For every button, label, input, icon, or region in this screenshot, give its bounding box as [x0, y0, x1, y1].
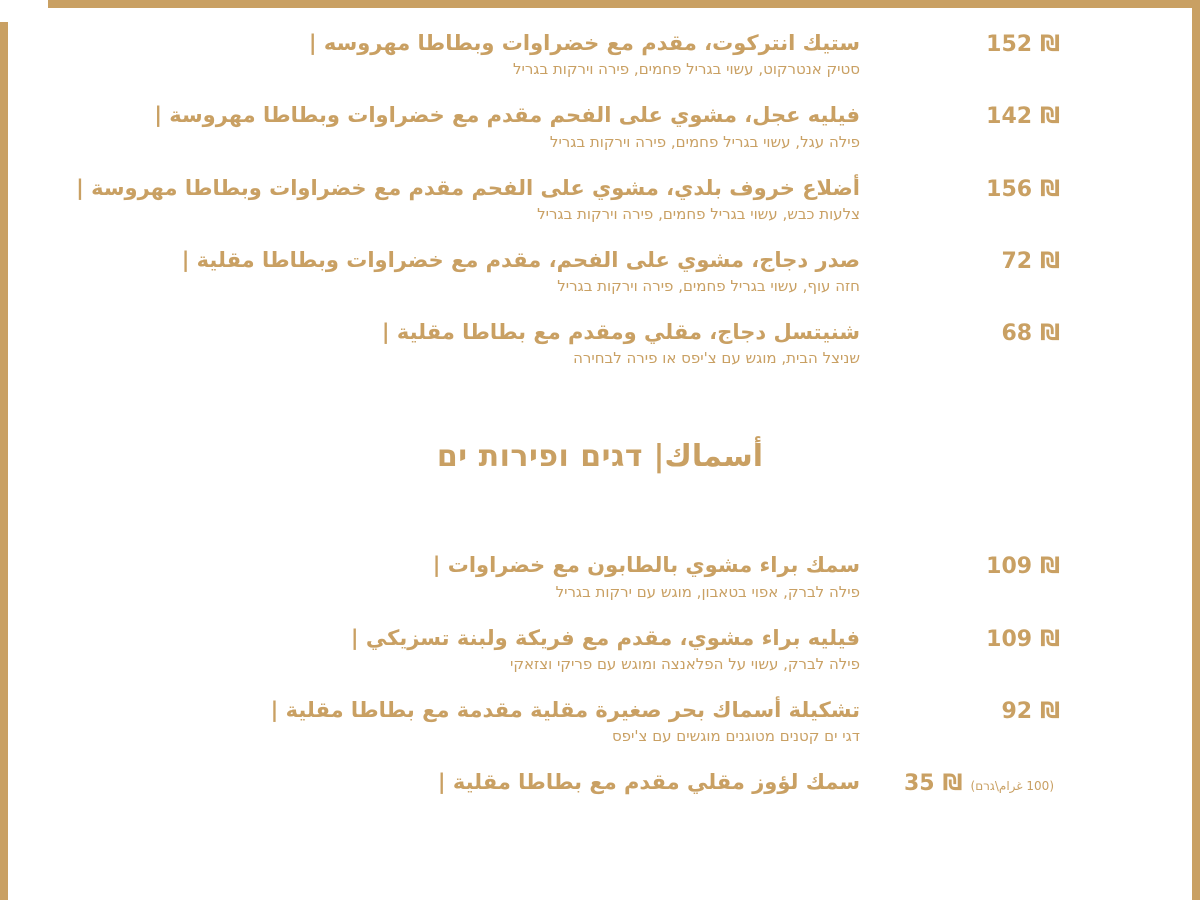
menu-item-price-note: (100 غرام\גרם)	[970, 779, 1054, 793]
menu-item	[140, 625, 1060, 675]
menu-item-desc-he: פילה עגל, עשוי בגריל פחמים, פירה וירקות בגריל	[549, 132, 860, 151]
menu-item-body	[140, 769, 860, 798]
menu-item-price: 92	[1001, 698, 1033, 724]
currency-symbol: ₪	[1040, 626, 1060, 652]
menu-item-price-cell	[860, 319, 1060, 346]
menu-item-desc-he: חזה עוף, עשוי בגריל פחמים, פירה וירקות בגריל	[557, 277, 860, 295]
menu-item	[140, 102, 1060, 152]
currency-symbol: ₪	[1040, 554, 1060, 580]
menu-item-price: 152	[986, 32, 1033, 57]
menu-item-price: 72	[1001, 248, 1033, 274]
menu-item-desc-he: פילה לברק, אפוי בטאבון, מוגש עם ירקות בגריל	[555, 582, 860, 601]
menu-item	[140, 769, 1060, 798]
menu-item-body	[140, 30, 860, 80]
menu-item-title-ar: سمك لؤوز مقلي مقدم مع بطاطا مقلية |	[437, 770, 860, 794]
menu-item-price-cell	[860, 175, 1060, 202]
menu-item-price-cell	[860, 769, 1060, 796]
currency-symbol: ₪	[1040, 321, 1060, 346]
menu-item-body	[140, 625, 860, 675]
menu-item-price: 142	[986, 104, 1033, 130]
currency-symbol: ₪	[1040, 32, 1060, 57]
currency-symbol: ₪	[1040, 248, 1060, 274]
menu-item	[140, 552, 1060, 602]
menu-item-price-cell	[860, 102, 1060, 129]
menu-item-desc-he: דגי ים קטנים מטוגנים מוגשים עם צ'יפס	[611, 727, 860, 745]
menu-item-desc-he: סטיק אנטרקוט, עשוי בגריל פחמים, פירה וירקות בגריל	[512, 60, 860, 79]
menu-item-price: 35	[903, 771, 935, 796]
currency-symbol: ₪	[1040, 176, 1060, 202]
currency-symbol: ₪	[942, 771, 963, 796]
menu-item-price: 156	[986, 176, 1033, 202]
menu-item-price-cell	[860, 625, 1060, 652]
menu-section-fish-and-seafood	[140, 439, 1060, 798]
menu-item	[140, 247, 1060, 297]
menu-item-title-ar: فيليه عجل، مشوي على الفحم مقدم مع خضراوات وبطاطا مهروسة |	[154, 103, 860, 128]
menu-item-price: 68	[1001, 321, 1033, 346]
menu-item-title-ar: سمك براء مشوي بالطابون مع خضراوات |	[432, 553, 860, 578]
menu-item	[140, 697, 1060, 747]
menu-item-desc-he: צלעות כבש, עשוי בגריל פחמים, פירה וירקות בגריל	[537, 204, 860, 223]
menu-item	[140, 30, 1060, 80]
menu-item-price-cell	[860, 247, 1060, 274]
menu-item-title-ar: فيليه براء مشوي، مقدم مع فريكة ولبنة تسزيكي |	[350, 625, 860, 650]
menu-item-title-ar: صدر دجاج، مشوي على الفحم، مقدم مع خضراوات وبطاطا مقلية |	[181, 247, 860, 272]
section-heading: أسماك| דגים ופירות ים	[436, 439, 764, 475]
menu-item-price: 109	[986, 554, 1033, 580]
menu-item-title-ar: أضلاع خروف بلدي، مشوي على الفحم مقدم مع خضراوات وبطاطا مهروسة |	[76, 175, 860, 200]
menu-item-title-ar: ستيك انتركوت، مقدم مع خضراوات وبطاطا مهروسه |	[308, 31, 860, 55]
currency-symbol: ₪	[1040, 104, 1060, 130]
menu-item-body	[140, 697, 860, 747]
menu-item-body	[140, 552, 860, 602]
menu-item-desc-he: שניצל הבית, מוגש עם צ'יפס או פירה לבחירה	[573, 349, 860, 368]
menu-item-desc-he: פילה לברק, עשוי על הפלאנצה ומוגש עם פריקי וצזאקי	[510, 654, 860, 673]
menu-section-grill-continued	[76, 30, 1060, 369]
menu-item-price-cell	[860, 30, 1060, 57]
menu-item	[140, 319, 1060, 369]
menu-item-price: 109	[986, 626, 1033, 652]
menu-item-title-ar: تشكيلة أسماك بحر صغيرة مقلية مقدمة مع بطاطا مقلية |	[270, 697, 860, 722]
menu-item-title-ar: شنيتسل دجاج، مقلي ومقدم مع بطاطا مقلية |	[381, 320, 860, 344]
currency-symbol: ₪	[1040, 698, 1060, 724]
menu-item-price-cell	[860, 697, 1060, 724]
menu-item-body	[140, 247, 860, 297]
menu-item-body	[76, 175, 860, 225]
menu-item-price-cell	[860, 552, 1060, 579]
menu-item-body	[140, 319, 860, 369]
menu-item-body	[140, 102, 860, 152]
menu-item	[76, 175, 1060, 225]
